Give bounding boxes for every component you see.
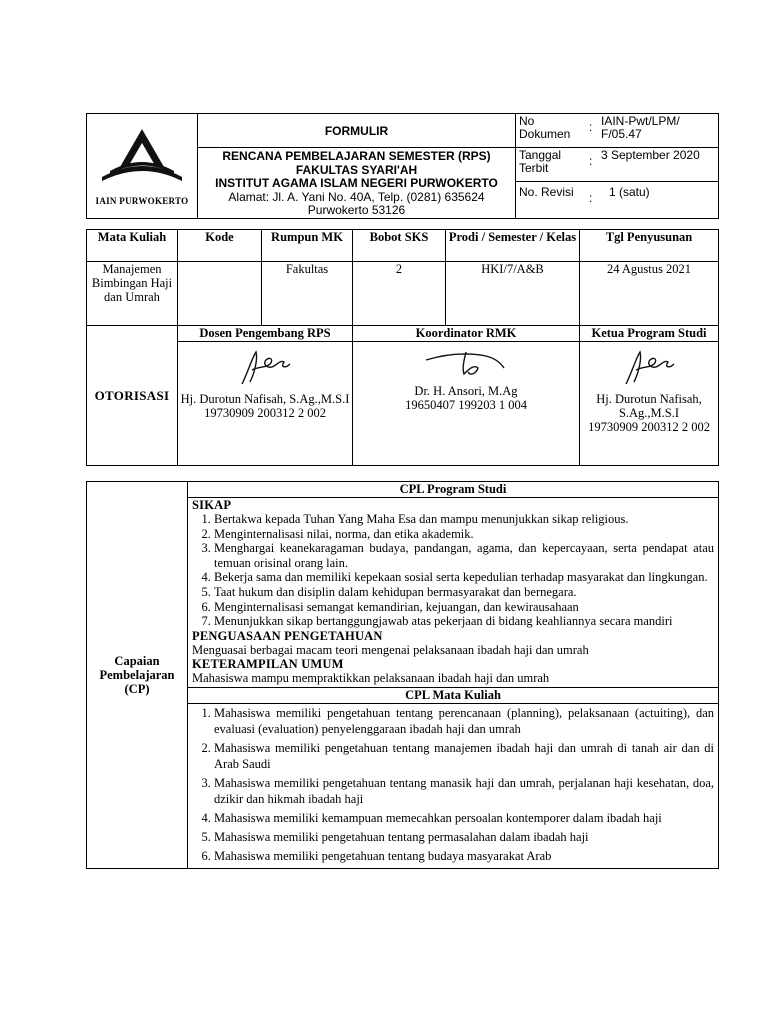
- nip-kaprodi: 19730909 200312 2 002: [588, 420, 710, 434]
- header-mata-kuliah: Mata Kuliah: [87, 230, 178, 262]
- list-item: 6. Mahasiswa memiliki pengetahuan tentang budaya masyarakat Arab: [214, 848, 714, 864]
- keterampilan-text: Mahasiswa mampu mempraktikkan pelaksanaan ibadah haji dan umrah: [192, 670, 550, 685]
- list-item: 4. Mahasiswa memiliki kemampuan memecahkan persoalan kontemporer dalam ibadah haji: [214, 810, 714, 826]
- meta-no-dokumen: No Dokumen : IAIN-Pwt/LPM/ F/05.47: [516, 114, 719, 148]
- cp-label: Capaian Pembelajaran (CP): [87, 482, 188, 869]
- course-info-table: [86, 229, 719, 466]
- formulir-label: FORMULIR: [198, 114, 516, 148]
- value-mata-kuliah: Manajemen Bimbingan Haji dan Umrah: [87, 262, 178, 326]
- value-rumpun-mk: Fakultas: [262, 262, 353, 326]
- sikap-list: [192, 512, 714, 629]
- list-item: 2. Menginternalisasi nilai, norma, dan etika akademik.: [214, 527, 714, 542]
- list-item: 3. Menghargai keanekaragaman budaya, pandangan, agama, dan kepercayaan, serta pendapat atau temuan orisinal orang lain.: [214, 541, 714, 570]
- otorisasi-label: OTORISASI: [87, 326, 178, 466]
- value-kode: [178, 262, 262, 326]
- institution-logo: [87, 114, 198, 219]
- header-prodi-semester-kelas: Prodi / Semester / Kelas: [446, 230, 580, 262]
- header-rumpun-mk: Rumpun MK: [262, 230, 353, 262]
- otorisasi-title-koordinator: Koordinator RMK: [353, 326, 580, 342]
- document-header: [86, 113, 719, 219]
- otorisasi-title-dosen: Dosen Pengembang RPS: [178, 326, 353, 342]
- signature-koordinator-icon: [416, 346, 516, 382]
- course-value-row: [87, 262, 719, 326]
- capaian-pembelajaran-table: [86, 481, 719, 869]
- list-item: 7. Menunjukkan sikap bertanggungjawab atas pekerjaan di bidang keahliannya secara mandiri: [214, 614, 714, 629]
- title-line-2: FAKULTAS SYARI'AH: [295, 162, 418, 177]
- cpl-prodi-title: CPL Program Studi: [188, 482, 718, 498]
- title-line-1: RENCANA PEMBELAJARAN SEMESTER (RPS): [222, 149, 491, 163]
- pengetahuan-text: Menguasai berbagai macam teori mengenai pelaksanaan ibadah haji dan umrah: [192, 642, 589, 657]
- form-title-block: [198, 148, 516, 219]
- otorisasi-header-row: [87, 326, 719, 342]
- keterampilan-title: KETERAMPILAN UMUM: [192, 656, 344, 671]
- otorisasi-title-kaprodi: Ketua Program Studi: [580, 326, 719, 342]
- meta-no-revisi: No. Revisi : 1 (satu): [516, 182, 719, 218]
- address-line-2: Purwokerto 53126: [307, 203, 406, 217]
- sikap-title: SIKAP: [192, 498, 232, 512]
- signature-kaprodi-icon: [614, 346, 684, 390]
- list-item: 5. Taat hukum dan disiplin dalam kehidupan bermasyarakat dan bernegara.: [214, 585, 714, 600]
- list-item: 3. Mahasiswa memiliki pengetahuan tentang manasik haji dan umrah, perjalanan haji kesehatan, doa, dzikir dan hikmah ibadah haji: [214, 775, 714, 807]
- cpl-prodi-row: [87, 482, 719, 688]
- meta-tanggal-terbit: Tanggal Terbit : 3 September 2020: [516, 148, 719, 182]
- list-item: 5. Mahasiswa memiliki pengetahuan tentang permasalahan dalam ibadah haji: [214, 829, 714, 845]
- logo-emblem-icon: [92, 125, 192, 195]
- name-dosen: Hj. Durotun Nafisah, S.Ag.,M.S.I: [180, 392, 350, 406]
- signature-block-dosen: [178, 342, 353, 466]
- signature-block-koordinator: [353, 342, 580, 466]
- tanggal-terbit-value: 3 September 2020: [601, 148, 700, 162]
- cpl-mk-list: [192, 705, 714, 864]
- header-bobot-sks: Bobot SKS: [353, 230, 446, 262]
- value-bobot-sks: 2: [353, 262, 446, 326]
- list-item: 4. Bekerja sama dan memiliki kepekaan sosial serta kepedulian terhadap masyarakat dan lingkungan.: [214, 570, 714, 585]
- cpl-mk-title: CPL Mata Kuliah: [188, 688, 718, 704]
- course-header-row: [87, 230, 719, 262]
- list-item: 2. Mahasiswa memiliki pengetahuan tentang manajemen ibadah haji dan umrah di tanah air dan di Arab Saudi: [214, 740, 714, 772]
- nip-dosen: 19730909 200312 2 002: [204, 406, 326, 420]
- value-prodi-semester-kelas: HKI/7/A&B: [446, 262, 580, 326]
- signature-block-kaprodi: [580, 342, 719, 466]
- pengetahuan-title: PENGUASAAN PENGETAHUAN: [192, 628, 383, 643]
- value-tgl-penyusunan: 24 Agustus 2021: [580, 262, 719, 326]
- no-dokumen-label: No Dokumen: [519, 114, 571, 141]
- cpl-mk-cell: [188, 687, 719, 868]
- no-revisi-value: 1 (satu): [609, 185, 650, 200]
- name-kaprodi: Hj. Durotun Nafisah, S.Ag.,M.S.I: [596, 392, 702, 420]
- list-item: 6. Menginternalisasi semangat kemandirian, kejuangan, dan kewirausahaan: [214, 600, 714, 615]
- signature-dosen-icon: [230, 346, 300, 390]
- logo-text: IAIN PURWOKERTO: [95, 196, 189, 207]
- no-revisi-label: No. Revisi: [519, 185, 574, 200]
- title-line-3: INSTITUT AGAMA ISLAM NEGERI PURWOKERTO: [215, 176, 498, 190]
- cpl-prodi-cell: [188, 482, 719, 688]
- list-item: 1. Mahasiswa memiliki pengetahuan tentang perencanaan (planning), pelaksanaan (actuiting), dan evaluasi (evaluation) penyelenggaraan ibadah haji dan umrah: [214, 705, 714, 737]
- nip-koordinator: 19650407 199203 1 004: [405, 398, 527, 412]
- otorisasi-signature-row: [87, 342, 719, 466]
- list-item: 1. Bertakwa kepada Tuhan Yang Maha Esa dan mampu menunjukkan sikap religious.: [214, 512, 714, 527]
- address-line-1: Alamat: Jl. A. Yani No. 40A, Telp. (0281) 635624: [228, 189, 485, 204]
- header-kode: Kode: [178, 230, 262, 262]
- no-dokumen-value: IAIN-Pwt/LPM/ F/05.47: [601, 114, 680, 141]
- header-tgl-penyusunan: Tgl Penyusunan: [580, 230, 719, 262]
- tanggal-terbit-label: Tanggal Terbit: [519, 148, 562, 175]
- name-koordinator: Dr. H. Ansori, M.Ag: [414, 384, 518, 398]
